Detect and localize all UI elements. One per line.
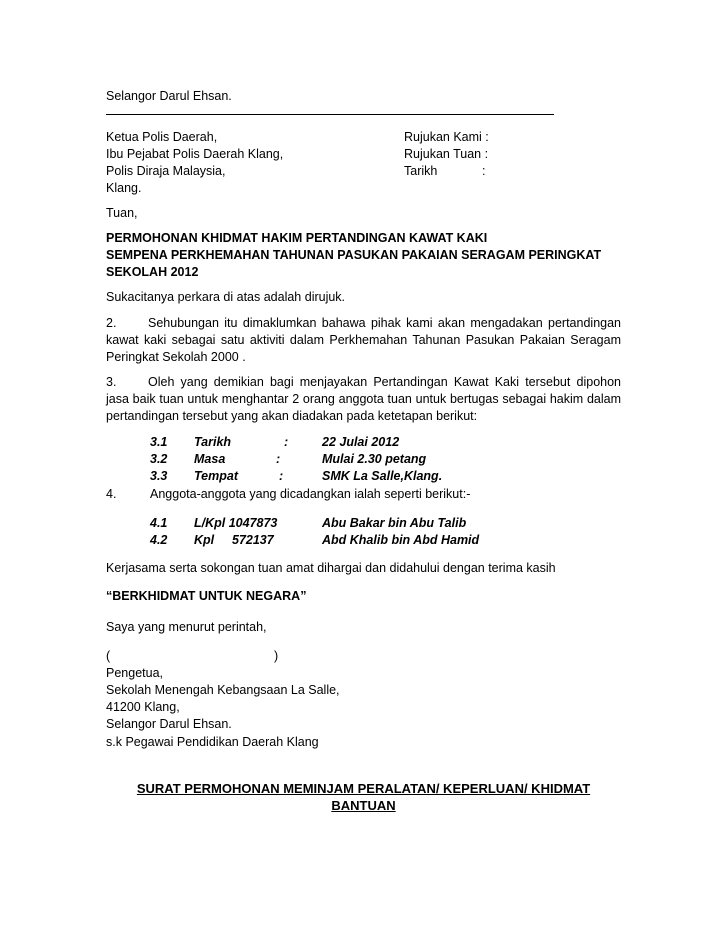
- reference-block: [404, 129, 489, 180]
- recipient-line: Polis Diraja Malaysia,: [106, 164, 226, 178]
- paragraph-text: Oleh yang demikian bagi menjayakan Pertandingan Kawat Kaki tersebut dipohon jasa baik tuan untuk menghantar 2 orang anggota tuan untuk bertugas sebagai hakim dalam pertandingan tersebut yang akan diadakan pada ketetapan berikut:: [106, 375, 621, 423]
- sign-off: Saya yang menurut perintah,: [106, 620, 267, 634]
- paragraph-number: 4.: [106, 487, 117, 501]
- recipient-line: Ketua Polis Daerah,: [106, 130, 218, 144]
- subject-heading: PERMOHONAN KHIDMAT HAKIM PERTANDINGAN KAWAT KAKI SEMPENA PERKHEMAHAN TAHUNAN PASUKAN PAKAIAN SERAGAM PERINGKAT SEKOLAH 2012: [106, 231, 602, 279]
- paragraph-3: [106, 374, 621, 425]
- sender-line: Sekolah Menengah Kebangsaan La Salle,: [106, 683, 340, 697]
- paragraph-4: [106, 486, 621, 503]
- tarikh-label: Tarikh: [404, 164, 438, 178]
- tarikh-colon: :: [482, 164, 486, 178]
- recipient-block: [106, 129, 366, 197]
- sender-line: 41200 Klang,: [106, 700, 180, 714]
- header-address: Selangor Darul Ehsan.: [106, 89, 232, 103]
- salutation: Tuan,: [106, 206, 138, 220]
- rujukan-kami: Rujukan Kami :: [404, 130, 489, 144]
- signature-open: (: [106, 649, 111, 663]
- recipient-line: Ibu Pejabat Polis Daerah Klang,: [106, 147, 284, 161]
- footer-title: SURAT PERMOHONAN MEMINJAM PERALATAN/ KEPERLUAN/ KHIDMAT BANTUAN: [136, 781, 591, 813]
- header-rule: [106, 114, 554, 115]
- paragraph-2: [106, 315, 621, 366]
- letter-page: Selangor Darul Ehsan. Ketua Polis Daerah, Ibu Pejabat Polis Daerah Klang, Polis Diraja Malaysia, Klang. Rujukan Kami : Rujukan Tuan : Tarikh : Tuan, PERMOHONAN KHIDMAT HAKIM PERTANDINGAN KAWAT KAKI SEMPENA PERKHEMAHAN TAHUNAN PASUKAN PAKAIAN SERAGAM PERINGKAT SEKOLAH 2012 Sukacitanya perkara di atas adalah dirujuk. 2. Sehubungan itu dimaklumkan bahawa pihak kami akan mengadakan pertandingan kawat kaki sebagai satu aktiviti dalam Perkhemahan Tahunan Pasukan Pakaian Seragam Peringkat Sekolah 2000 . 3. Oleh yang demikian bagi menjayakan Pertandingan Kawat Kaki tersebut dipohon jasa baik tuan untuk menghantar 2 orang anggota tuan untuk bertugas sebagai hakim dalam pertandingan tersebut yang akan diadakan pada ketetapan berikut: 3.1 Tarikh : 22 Julai 2012 3.2 Masa : Mulai 2.30 petang 3.3 Tempat : SMK La Salle,Klang. 4. Anggota-anggota yang dicadangkan ialah seperti berikut:- 4.1 L/Kpl 1047873 Abu Bakar bin Abu Talib 4.2 Kpl 572137 Abd Khalib bin Abd Hamid Kerjasama serta sokongan tuan amat dihargai dan didahului dengan terima kasih “BERKHIDMAT UNTUK NEGARA” Saya yang menurut perintah, ( ) Pengetua, Sekolah Menengah Kebangsaan La Salle, 41200 Klang, Selangor Darul Ehsan. s.k Pegawai Pendidikan Daerah Klang SURAT PERMOHONAN MEMINJAM PERALATAN/ KEPERLUAN/ KHIDMAT BANTUAN: [106, 89, 621, 813]
- recipient-line: Klang.: [106, 181, 142, 195]
- intro-paragraph: Sukacitanya perkara di atas adalah dirujuk.: [106, 290, 346, 304]
- sender-line: Selangor Darul Ehsan.: [106, 717, 232, 731]
- paragraph-text: Anggota-anggota yang dicadangkan ialah seperti berikut:-: [150, 487, 471, 501]
- closing-paragraph: Kerjasama serta sokongan tuan amat dihargai dan didahului dengan terima kasih: [106, 561, 556, 575]
- sender-block: [106, 665, 621, 733]
- paragraph-number: 2.: [106, 316, 117, 330]
- paragraph-text: Sehubungan itu dimaklumkan bahawa pihak kami akan mengadakan pertandingan kawat kaki sebagai satu aktiviti dalam Perkhemahan Tahunan Pasukan Pakaian Seragam Peringkat Sekolah 2000 .: [106, 316, 621, 364]
- tarikh-row: [404, 163, 489, 180]
- rujukan-tuan: Rujukan Tuan :: [404, 147, 489, 161]
- copy-to: s.k Pegawai Pendidikan Daerah Klang: [106, 735, 319, 749]
- sender-line: Pengetua,: [106, 666, 163, 680]
- signature-close: ): [274, 649, 279, 663]
- signature-line: [106, 648, 621, 665]
- paragraph-number: 3.: [106, 375, 117, 389]
- motto: “BERKHIDMAT UNTUK NEGARA”: [106, 589, 307, 603]
